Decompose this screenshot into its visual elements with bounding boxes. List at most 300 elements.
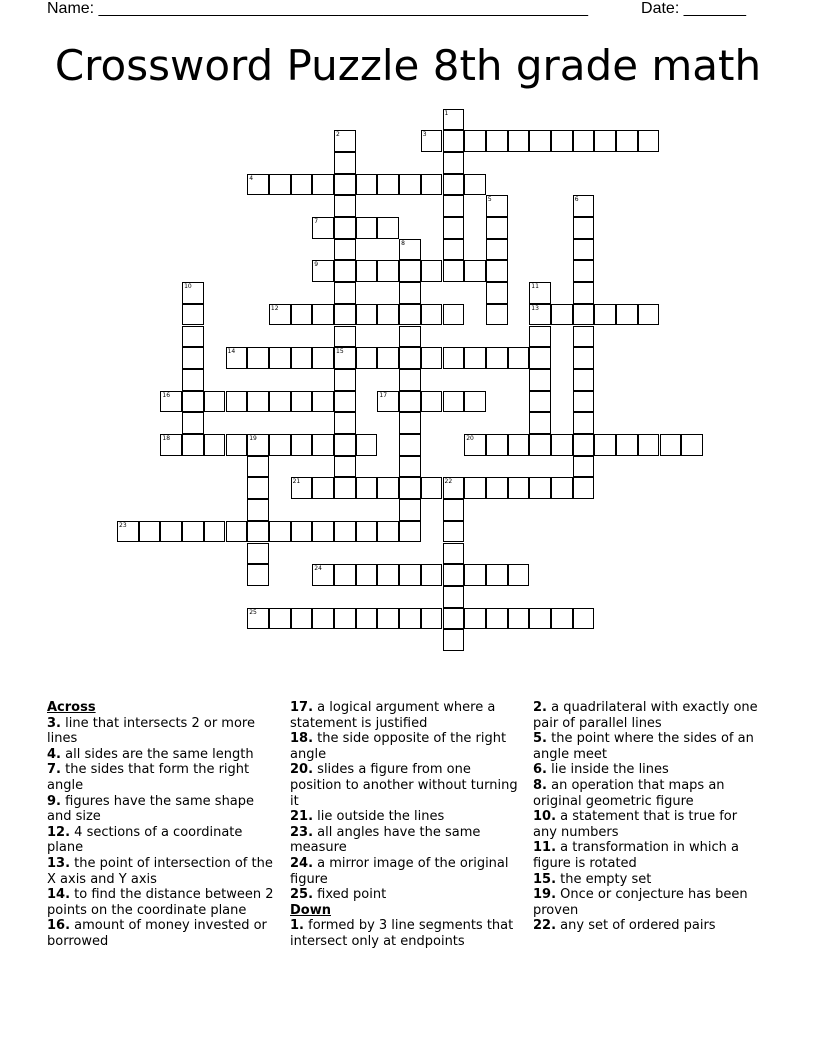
crossword-cell[interactable] bbox=[464, 347, 486, 369]
clue-number: 10 bbox=[184, 283, 192, 291]
crossword-cell[interactable] bbox=[291, 174, 313, 196]
crossword-cell[interactable] bbox=[226, 347, 248, 369]
crossword-cell[interactable] bbox=[269, 434, 291, 456]
crossword-cell[interactable] bbox=[573, 304, 595, 326]
crossword-cell[interactable] bbox=[312, 174, 334, 196]
crossword-cell[interactable] bbox=[443, 130, 465, 152]
clues-column-3 bbox=[533, 700, 765, 934]
clue-number: 9 bbox=[314, 261, 319, 269]
crossword-cell[interactable] bbox=[529, 369, 551, 391]
crossword-cell[interactable] bbox=[334, 608, 356, 630]
clue-number: 15 bbox=[336, 348, 344, 356]
clue-item-number: 6. bbox=[533, 762, 547, 778]
crossword-cell[interactable] bbox=[573, 477, 595, 499]
clue-item-number: 24. bbox=[290, 855, 314, 871]
crossword-cell[interactable] bbox=[269, 174, 291, 196]
clue-number: 14 bbox=[227, 348, 236, 356]
crossword-cell[interactable] bbox=[508, 608, 530, 630]
clue-item-number: 1. bbox=[290, 918, 304, 934]
clue-number: 18 bbox=[162, 435, 171, 442]
crossword-cell[interactable] bbox=[443, 629, 465, 651]
crossword-cell[interactable] bbox=[594, 304, 616, 326]
crossword-cell[interactable] bbox=[508, 434, 530, 456]
crossword-cell[interactable] bbox=[594, 130, 616, 152]
crossword-cell[interactable] bbox=[247, 477, 269, 499]
crossword-cell[interactable] bbox=[464, 130, 486, 152]
crossword-cell[interactable] bbox=[443, 347, 465, 369]
clue-item-number: 3. bbox=[47, 715, 61, 731]
crossword-cell[interactable] bbox=[204, 391, 226, 413]
crossword-cell[interactable] bbox=[312, 260, 334, 282]
crossword-cell[interactable] bbox=[486, 347, 508, 369]
clue-number: 23 bbox=[119, 521, 127, 529]
crossword-cell[interactable] bbox=[399, 391, 421, 413]
crossword-cell[interactable] bbox=[486, 260, 508, 282]
crossword-cell[interactable] bbox=[334, 260, 356, 282]
crossword-cell[interactable] bbox=[421, 174, 443, 196]
crossword-cell[interactable] bbox=[551, 130, 573, 152]
crossword-cell[interactable] bbox=[443, 521, 465, 543]
crossword-cell[interactable] bbox=[312, 304, 334, 326]
crossword-cell[interactable] bbox=[399, 326, 421, 348]
crossword-cell[interactable] bbox=[377, 608, 399, 630]
crossword-cell[interactable] bbox=[356, 304, 378, 326]
crossword-cell[interactable] bbox=[247, 174, 269, 196]
crossword-cell[interactable] bbox=[443, 477, 465, 499]
crossword-cell[interactable] bbox=[616, 304, 638, 326]
crossword-cell[interactable] bbox=[399, 412, 421, 434]
crossword-cell[interactable] bbox=[269, 521, 291, 543]
clue-number: 6 bbox=[574, 196, 579, 204]
crossword-cell[interactable] bbox=[508, 130, 530, 152]
crossword-cell[interactable] bbox=[247, 608, 269, 630]
crossword-cell[interactable] bbox=[334, 456, 356, 478]
crossword-cell[interactable] bbox=[421, 391, 443, 413]
crossword-cell[interactable] bbox=[464, 477, 486, 499]
crossword-cell[interactable] bbox=[486, 195, 508, 217]
crossword-cell[interactable] bbox=[312, 434, 334, 456]
crossword-cell[interactable] bbox=[399, 304, 421, 326]
crossword-cell[interactable] bbox=[312, 608, 334, 630]
crossword-cell[interactable] bbox=[443, 260, 465, 282]
crossword-cell[interactable] bbox=[247, 543, 269, 565]
clue-number: 7 bbox=[314, 218, 319, 225]
crossword-cell[interactable] bbox=[443, 195, 465, 217]
crossword-cell[interactable] bbox=[247, 456, 269, 478]
crossword-cell[interactable] bbox=[573, 456, 595, 478]
crossword-cell[interactable] bbox=[486, 130, 508, 152]
crossword-cell[interactable] bbox=[356, 260, 378, 282]
clue-item-text: amount of money invested or borrowed bbox=[47, 918, 267, 949]
crossword-cell[interactable] bbox=[399, 369, 421, 391]
clue-number: 17 bbox=[379, 391, 388, 399]
crossword-cell[interactable] bbox=[443, 543, 465, 565]
crossword-cell[interactable] bbox=[334, 369, 356, 391]
crossword-cell[interactable] bbox=[529, 434, 551, 456]
crossword-cell[interactable] bbox=[160, 521, 182, 543]
clue-item bbox=[47, 856, 279, 887]
crossword-cell[interactable] bbox=[573, 326, 595, 348]
crossword-cell[interactable] bbox=[334, 391, 356, 413]
crossword-cell[interactable] bbox=[573, 347, 595, 369]
clue-item bbox=[290, 809, 522, 825]
clue-item-number: 14. bbox=[47, 887, 71, 903]
clue-number: 20 bbox=[466, 435, 474, 442]
crossword-cell[interactable] bbox=[529, 608, 551, 630]
clue-item-text: the empty set bbox=[560, 871, 652, 887]
crossword-cell[interactable] bbox=[334, 434, 356, 456]
clue-item-number: 18. bbox=[290, 731, 314, 747]
clue-item bbox=[290, 731, 522, 762]
crossword-cell[interactable] bbox=[464, 174, 486, 196]
crossword-cell[interactable] bbox=[486, 608, 508, 630]
clue-item-text: any set of ordered pairs bbox=[560, 918, 716, 934]
crossword-cell[interactable] bbox=[334, 195, 356, 217]
crossword-cell[interactable] bbox=[182, 412, 204, 434]
crossword-cell[interactable] bbox=[291, 608, 313, 630]
crossword-cell[interactable] bbox=[117, 521, 139, 543]
crossword-cell[interactable] bbox=[247, 347, 269, 369]
clue-item-number: 23. bbox=[290, 824, 314, 840]
clues-column-1 bbox=[47, 700, 279, 950]
clue-heading: Across bbox=[47, 700, 96, 715]
crossword-cell[interactable] bbox=[377, 347, 399, 369]
crossword-cell[interactable] bbox=[529, 130, 551, 152]
crossword-cell[interactable] bbox=[443, 564, 465, 586]
crossword-cell[interactable] bbox=[291, 521, 313, 543]
crossword-cell[interactable] bbox=[269, 391, 291, 413]
crossword-cell[interactable] bbox=[291, 477, 313, 499]
date-field[interactable]: Date: _______ bbox=[641, 0, 746, 17]
crossword-cell[interactable] bbox=[681, 434, 703, 456]
clue-item-text: an operation that maps an original geometric figure bbox=[533, 777, 725, 809]
crossword-cell[interactable] bbox=[573, 239, 595, 261]
clue-item-text: all angles have the same measure bbox=[290, 824, 481, 856]
crossword-cell[interactable] bbox=[182, 521, 204, 543]
crossword-cell[interactable] bbox=[399, 347, 421, 369]
clue-item bbox=[290, 918, 522, 949]
crossword-cell[interactable] bbox=[377, 260, 399, 282]
crossword-cell[interactable] bbox=[269, 304, 291, 326]
crossword-cell[interactable] bbox=[573, 217, 595, 239]
clue-item-text: 4 sections of a coordinate plane bbox=[47, 824, 243, 856]
crossword-cell[interactable] bbox=[421, 260, 443, 282]
clue-item-number: 7. bbox=[47, 762, 61, 778]
crossword-cell[interactable] bbox=[226, 521, 248, 543]
clue-item bbox=[47, 887, 279, 918]
clue-number: 22 bbox=[444, 478, 453, 486]
crossword-cell[interactable] bbox=[486, 282, 508, 304]
crossword-cell[interactable] bbox=[399, 260, 421, 282]
crossword-cell[interactable] bbox=[421, 304, 443, 326]
crossword-cell[interactable] bbox=[204, 521, 226, 543]
crossword-cell[interactable] bbox=[334, 347, 356, 369]
crossword-cell[interactable] bbox=[529, 326, 551, 348]
crossword-cell[interactable] bbox=[247, 499, 269, 521]
crossword-cell[interactable] bbox=[529, 347, 551, 369]
clue-item bbox=[47, 762, 279, 793]
crossword-cell[interactable] bbox=[443, 608, 465, 630]
clue-number: 5 bbox=[487, 196, 492, 204]
crossword-cell[interactable] bbox=[508, 477, 530, 499]
crossword-cell[interactable] bbox=[486, 477, 508, 499]
crossword-cell[interactable] bbox=[399, 174, 421, 196]
crossword-cell[interactable] bbox=[529, 282, 551, 304]
crossword-cell[interactable] bbox=[443, 174, 465, 196]
clue-item-text: a transformation in which a figure is rotated bbox=[533, 840, 739, 871]
clue-item-number: 21. bbox=[290, 809, 314, 825]
crossword-cell[interactable] bbox=[486, 564, 508, 586]
crossword-cell[interactable] bbox=[356, 477, 378, 499]
clue-item bbox=[533, 872, 765, 888]
crossword-cell[interactable] bbox=[464, 608, 486, 630]
clue-number: 11 bbox=[531, 283, 539, 291]
crossword-cell[interactable] bbox=[508, 347, 530, 369]
crossword-cell[interactable] bbox=[226, 391, 248, 413]
crossword-cell[interactable] bbox=[182, 326, 204, 348]
crossword-cell[interactable] bbox=[573, 369, 595, 391]
crossword-cell[interactable] bbox=[464, 391, 486, 413]
clue-item-number: 12. bbox=[47, 824, 71, 840]
clue-number: 21 bbox=[292, 478, 301, 486]
clue-item-number: 15. bbox=[533, 871, 557, 887]
crossword-cell[interactable] bbox=[399, 456, 421, 478]
crossword-cell[interactable] bbox=[291, 304, 313, 326]
crossword-cell[interactable] bbox=[334, 326, 356, 348]
clue-item-number: 13. bbox=[47, 855, 71, 871]
crossword-cell[interactable] bbox=[399, 521, 421, 543]
clue-item-number: 9. bbox=[47, 793, 61, 809]
crossword-cell[interactable] bbox=[247, 564, 269, 586]
crossword-cell[interactable] bbox=[421, 564, 443, 586]
crossword-cell[interactable] bbox=[594, 434, 616, 456]
crossword-cell[interactable] bbox=[312, 347, 334, 369]
crossword-cell[interactable] bbox=[356, 174, 378, 196]
clue-item-number: 4. bbox=[47, 746, 61, 762]
crossword-cell[interactable] bbox=[334, 239, 356, 261]
clues-column-2 bbox=[290, 700, 522, 950]
crossword-cell[interactable] bbox=[464, 564, 486, 586]
clue-item-text: lie outside the lines bbox=[317, 809, 445, 825]
crossword-cell[interactable] bbox=[616, 434, 638, 456]
crossword-cell[interactable] bbox=[551, 434, 573, 456]
crossword-cell[interactable] bbox=[443, 304, 465, 326]
crossword-cell[interactable] bbox=[247, 521, 269, 543]
crossword-cell[interactable] bbox=[312, 477, 334, 499]
crossword-cell[interactable] bbox=[573, 260, 595, 282]
clue-item-text: figures have the same shape and size bbox=[47, 793, 255, 825]
clue-item-number: 2. bbox=[533, 700, 547, 715]
crossword-cell[interactable] bbox=[182, 434, 204, 456]
crossword-cell[interactable] bbox=[486, 217, 508, 239]
clue-item bbox=[533, 778, 765, 809]
clue-item-number: 5. bbox=[533, 731, 547, 747]
crossword-cell[interactable] bbox=[486, 239, 508, 261]
crossword-cell[interactable] bbox=[399, 434, 421, 456]
crossword-cell[interactable] bbox=[486, 434, 508, 456]
name-field[interactable]: Name: _______________________________________________________ bbox=[47, 0, 588, 17]
crossword-cell[interactable] bbox=[356, 347, 378, 369]
crossword-cell[interactable] bbox=[377, 174, 399, 196]
crossword-cell[interactable] bbox=[334, 217, 356, 239]
crossword-cell[interactable] bbox=[356, 434, 378, 456]
clue-item-text: fixed point bbox=[317, 887, 387, 903]
crossword-cell[interactable] bbox=[638, 434, 660, 456]
crossword-cell[interactable] bbox=[334, 282, 356, 304]
crossword-cell[interactable] bbox=[551, 608, 573, 630]
crossword-cell[interactable] bbox=[421, 347, 443, 369]
crossword-cell[interactable] bbox=[356, 608, 378, 630]
crossword-cell[interactable] bbox=[247, 434, 269, 456]
clue-heading: Down bbox=[290, 902, 331, 918]
crossword-cell[interactable] bbox=[247, 391, 269, 413]
crossword-cell[interactable] bbox=[573, 434, 595, 456]
clue-item bbox=[290, 700, 522, 731]
crossword-cell[interactable] bbox=[421, 477, 443, 499]
crossword-cell[interactable] bbox=[334, 152, 356, 174]
clue-number: 4 bbox=[249, 174, 254, 182]
clue-item-text: a mirror image of the original figure bbox=[290, 855, 509, 887]
crossword-cell[interactable] bbox=[443, 217, 465, 239]
crossword-cell[interactable] bbox=[377, 217, 399, 239]
crossword-cell[interactable] bbox=[443, 391, 465, 413]
crossword-cell[interactable] bbox=[334, 304, 356, 326]
crossword-cell[interactable] bbox=[269, 347, 291, 369]
crossword-cell[interactable] bbox=[291, 434, 313, 456]
crossword-cell[interactable] bbox=[204, 434, 226, 456]
crossword-cell[interactable] bbox=[529, 477, 551, 499]
crossword-cell[interactable] bbox=[139, 521, 161, 543]
clue-item bbox=[533, 809, 765, 840]
clue-item bbox=[290, 762, 522, 809]
crossword-cell[interactable] bbox=[182, 391, 204, 413]
clue-item-number: 25. bbox=[290, 887, 314, 903]
crossword-cell[interactable] bbox=[464, 260, 486, 282]
crossword-cell[interactable] bbox=[377, 477, 399, 499]
clue-number: 19 bbox=[249, 435, 257, 442]
crossword-cell[interactable] bbox=[312, 521, 334, 543]
clue-item-text: slides a figure from one position to another without turning it bbox=[290, 762, 518, 809]
clue-item-text: a statement that is true for any numbers bbox=[533, 809, 738, 840]
crossword-cell[interactable] bbox=[529, 304, 551, 326]
crossword-cell[interactable] bbox=[160, 434, 182, 456]
crossword-cell[interactable] bbox=[551, 477, 573, 499]
crossword-cell[interactable] bbox=[464, 434, 486, 456]
clue-item-number: 8. bbox=[533, 777, 547, 793]
crossword-cell[interactable] bbox=[291, 391, 313, 413]
crossword-cell[interactable] bbox=[399, 564, 421, 586]
crossword-cell[interactable] bbox=[377, 521, 399, 543]
crossword-cell[interactable] bbox=[508, 564, 530, 586]
crossword-cell[interactable] bbox=[443, 499, 465, 521]
crossword-cell[interactable] bbox=[312, 391, 334, 413]
clue-item bbox=[533, 918, 765, 934]
clue-item bbox=[290, 825, 522, 856]
crossword-cell[interactable] bbox=[377, 304, 399, 326]
clue-item-text: line that intersects 2 or more lines bbox=[47, 715, 255, 747]
crossword-cell[interactable] bbox=[160, 391, 182, 413]
clue-item-number: 16. bbox=[47, 918, 71, 934]
crossword-cell[interactable] bbox=[334, 521, 356, 543]
crossword-cell[interactable] bbox=[421, 130, 443, 152]
crossword-cell[interactable] bbox=[573, 412, 595, 434]
crossword-cell[interactable] bbox=[399, 477, 421, 499]
page-title: Crossword Puzzle 8th grade math bbox=[54, 41, 762, 90]
crossword-cell[interactable] bbox=[182, 347, 204, 369]
crossword-cell[interactable] bbox=[182, 282, 204, 304]
crossword-cell[interactable] bbox=[573, 391, 595, 413]
crossword-cell[interactable] bbox=[399, 239, 421, 261]
crossword-cell[interactable] bbox=[443, 586, 465, 608]
crossword-cell[interactable] bbox=[356, 521, 378, 543]
crossword-cell[interactable] bbox=[334, 477, 356, 499]
crossword-cell[interactable] bbox=[443, 152, 465, 174]
crossword-cell[interactable] bbox=[443, 239, 465, 261]
crossword-cell[interactable] bbox=[399, 608, 421, 630]
crossword-cell[interactable] bbox=[182, 304, 204, 326]
clue-item-number: 11. bbox=[533, 840, 557, 856]
crossword-cell[interactable] bbox=[182, 369, 204, 391]
crossword-cell[interactable] bbox=[291, 347, 313, 369]
crossword-cell[interactable] bbox=[334, 130, 356, 152]
clue-number: 16 bbox=[162, 391, 171, 399]
crossword-cell[interactable] bbox=[551, 304, 573, 326]
crossword-cell[interactable] bbox=[312, 564, 334, 586]
clue-item bbox=[533, 840, 765, 871]
crossword-cell[interactable] bbox=[529, 412, 551, 434]
crossword-cell[interactable] bbox=[226, 434, 248, 456]
crossword-cell[interactable] bbox=[486, 304, 508, 326]
clue-item-number: 17. bbox=[290, 700, 314, 715]
crossword-cell[interactable] bbox=[399, 499, 421, 521]
clue-item-text: Once or conjecture has been proven bbox=[533, 887, 748, 918]
clue-item-text: formed by 3 line segments that intersect only at endpoints bbox=[290, 918, 514, 949]
clue-item-text: the side opposite of the right angle bbox=[290, 731, 507, 762]
crossword-cell[interactable] bbox=[334, 412, 356, 434]
clue-item bbox=[533, 731, 765, 762]
clue-item-text: the point of intersection of the X axis and Y axis bbox=[47, 855, 273, 887]
crossword-cell[interactable] bbox=[334, 564, 356, 586]
clue-item bbox=[47, 716, 279, 747]
crossword-cell[interactable] bbox=[660, 434, 682, 456]
crossword-cell[interactable] bbox=[638, 130, 660, 152]
crossword-cell[interactable] bbox=[334, 174, 356, 196]
crossword-cell[interactable] bbox=[356, 564, 378, 586]
crossword-cell[interactable] bbox=[269, 608, 291, 630]
crossword-cell[interactable] bbox=[356, 217, 378, 239]
crossword-cell[interactable] bbox=[312, 217, 334, 239]
crossword-cell[interactable] bbox=[616, 130, 638, 152]
clue-item bbox=[47, 918, 279, 949]
clue-item-text: a logical argument where a statement is justified bbox=[290, 700, 496, 731]
crossword-cell[interactable] bbox=[421, 608, 443, 630]
crossword-cell[interactable] bbox=[573, 130, 595, 152]
clue-item-text: the sides that form the right angle bbox=[47, 762, 250, 793]
crossword-cell[interactable] bbox=[573, 195, 595, 217]
crossword-cell[interactable] bbox=[443, 109, 465, 131]
crossword-cell[interactable] bbox=[399, 282, 421, 304]
crossword-cell[interactable] bbox=[377, 564, 399, 586]
crossword-cell[interactable] bbox=[573, 608, 595, 630]
clue-item bbox=[290, 887, 522, 903]
crossword-cell[interactable] bbox=[377, 391, 399, 413]
clue-number: 2 bbox=[336, 131, 340, 139]
crossword-cell[interactable] bbox=[529, 391, 551, 413]
clue-number: 12 bbox=[270, 304, 279, 312]
crossword-cell[interactable] bbox=[638, 304, 660, 326]
clue-item-number: 10. bbox=[533, 809, 557, 825]
crossword-cell[interactable] bbox=[573, 282, 595, 304]
